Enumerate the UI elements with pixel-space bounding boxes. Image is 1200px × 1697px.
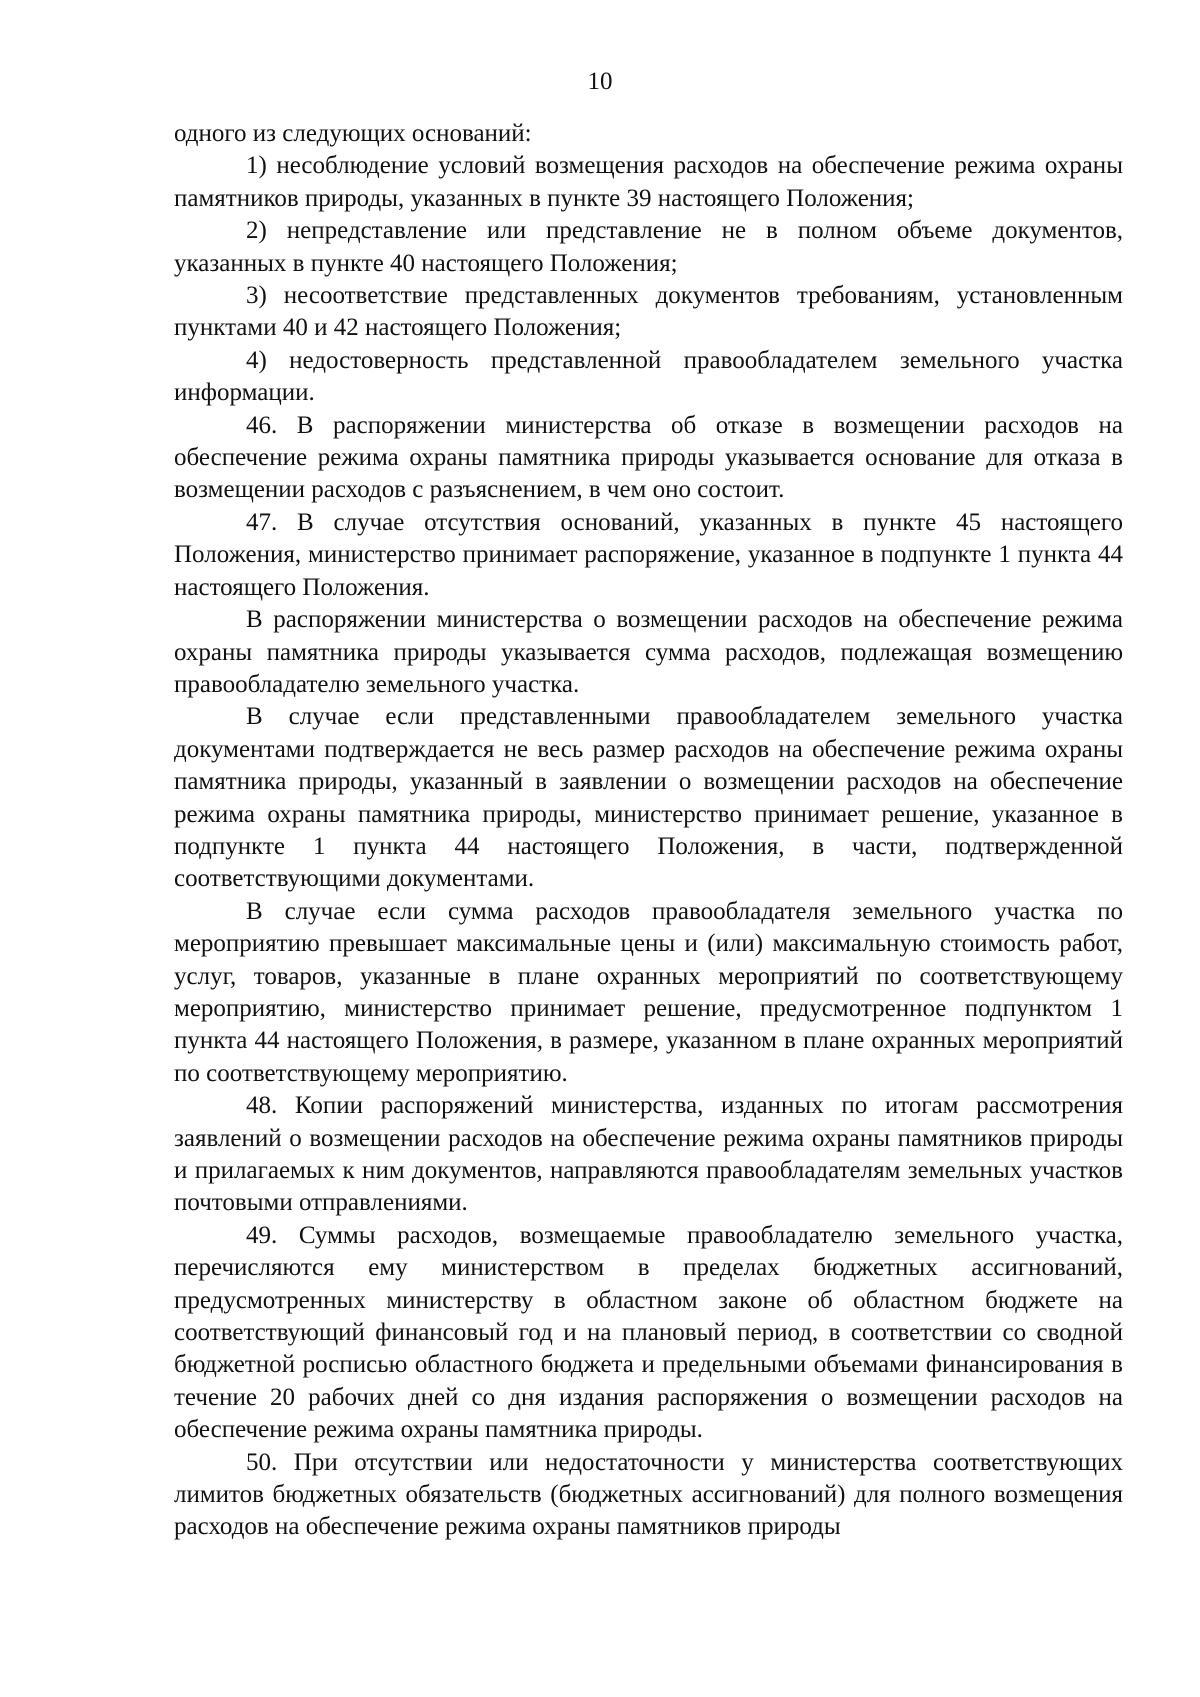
paragraph-clause-49: 49. Суммы расходов, возмещаемые правообладателю земельного участка, перечисляются ему министерством в пределах бюджетных ассигнований, предусмотренных министерству в областном законе об областном бюджете на соответствующий финансовый год и на плановый период, в соответствии со сводной бюджетной росписью областного бюджета и предельными объемами финансирования в течение 20 рабочих дней со дня издания распоряжения о возмещении расходов на обеспечение режима охраны памятника природы. — [174, 1221, 1123, 1444]
document-body — [174, 118, 1123, 1544]
paragraph-clause-47-excess: В случае если сумма расходов правообладателя земельного участка по мероприятию превышает максимальные цены и (или) максимальную стоимость работ, услуг, товаров, указанные в плане охранных мероприятий по соответствующему мероприятию, министерство принимает решение, предусмотренное подпунктом 1 пункта 44 настоящего Положения, в размере, указанном в плане охранных мероприятий по соответствующему мероприятию. — [174, 897, 1123, 1087]
paragraph-clause-48: 48. Копии распоряжений министерства, изданных по итогам рассмотрения заявлений о возмещении расходов на обеспечение режима охраны памятников природы и прилагаемых к ним документов, направляются правообладателям земельных участков почтовыми отправлениями. — [174, 1092, 1123, 1217]
page-number: 10 — [587, 68, 613, 95]
paragraph-item-3: 3) несоответствие представленных документов требованиям, установленным пунктами 40 и 42 настоящего Положения; — [174, 282, 1123, 342]
paragraph-clause-50: 50. При отсутствии или недостаточности у министерства соответствующих лимитов бюджетных обязательств (бюджетных ассигнований) для полного возмещения расходов на обеспечение режима охраны памятников природы — [174, 1448, 1123, 1541]
paragraph-intro: одного из следующих оснований: — [174, 120, 532, 147]
paragraph-clause-47-sum: В распоряжении министерства о возмещении расходов на обеспечение режима охраны памятника природы указывается сумма расходов, подлежащая возмещению правообладателю земельного участка. — [174, 606, 1123, 698]
paragraph-item-2: 2) непредставление или представление не в полном объеме документов, указанных в пункте 40 настоящего Положения; — [174, 217, 1123, 277]
paragraph-clause-47: 47. В случае отсутствия оснований, указанных в пункте 45 настоящего Положения, министерство принимает распоряжение, указанное в подпункте 1 пункта 44 настоящего Положения. — [174, 508, 1123, 601]
paragraph-item-1: 1) несоблюдение условий возмещения расходов на обеспечение режима охраны памятников природы, указанных в пункте 39 настоящего Положения; — [174, 152, 1123, 212]
paragraph-clause-47-partial: В случае если представленными правообладателем земельного участка документами подтверждается не весь размер расходов на обеспечение режима охраны памятника природы, указанный в заявлении о возмещении расходов на обеспечение режима охраны памятника природы, министерство принимает решение, указанное в подпункте 1 пункта 44 настоящего Положения, в части, подтвержденной соответствующими документами. — [174, 703, 1123, 893]
paragraph-clause-46: 46. В распоряжении министерства об отказе в возмещении расходов на обеспечение режима охраны памятника природы указывается основание для отказа в возмещении расходов с разъяснением, в чем оно состоит. — [174, 411, 1123, 504]
paragraph-item-4: 4) недостоверность представленной правообладателем земельного участка информации. — [174, 346, 1123, 407]
